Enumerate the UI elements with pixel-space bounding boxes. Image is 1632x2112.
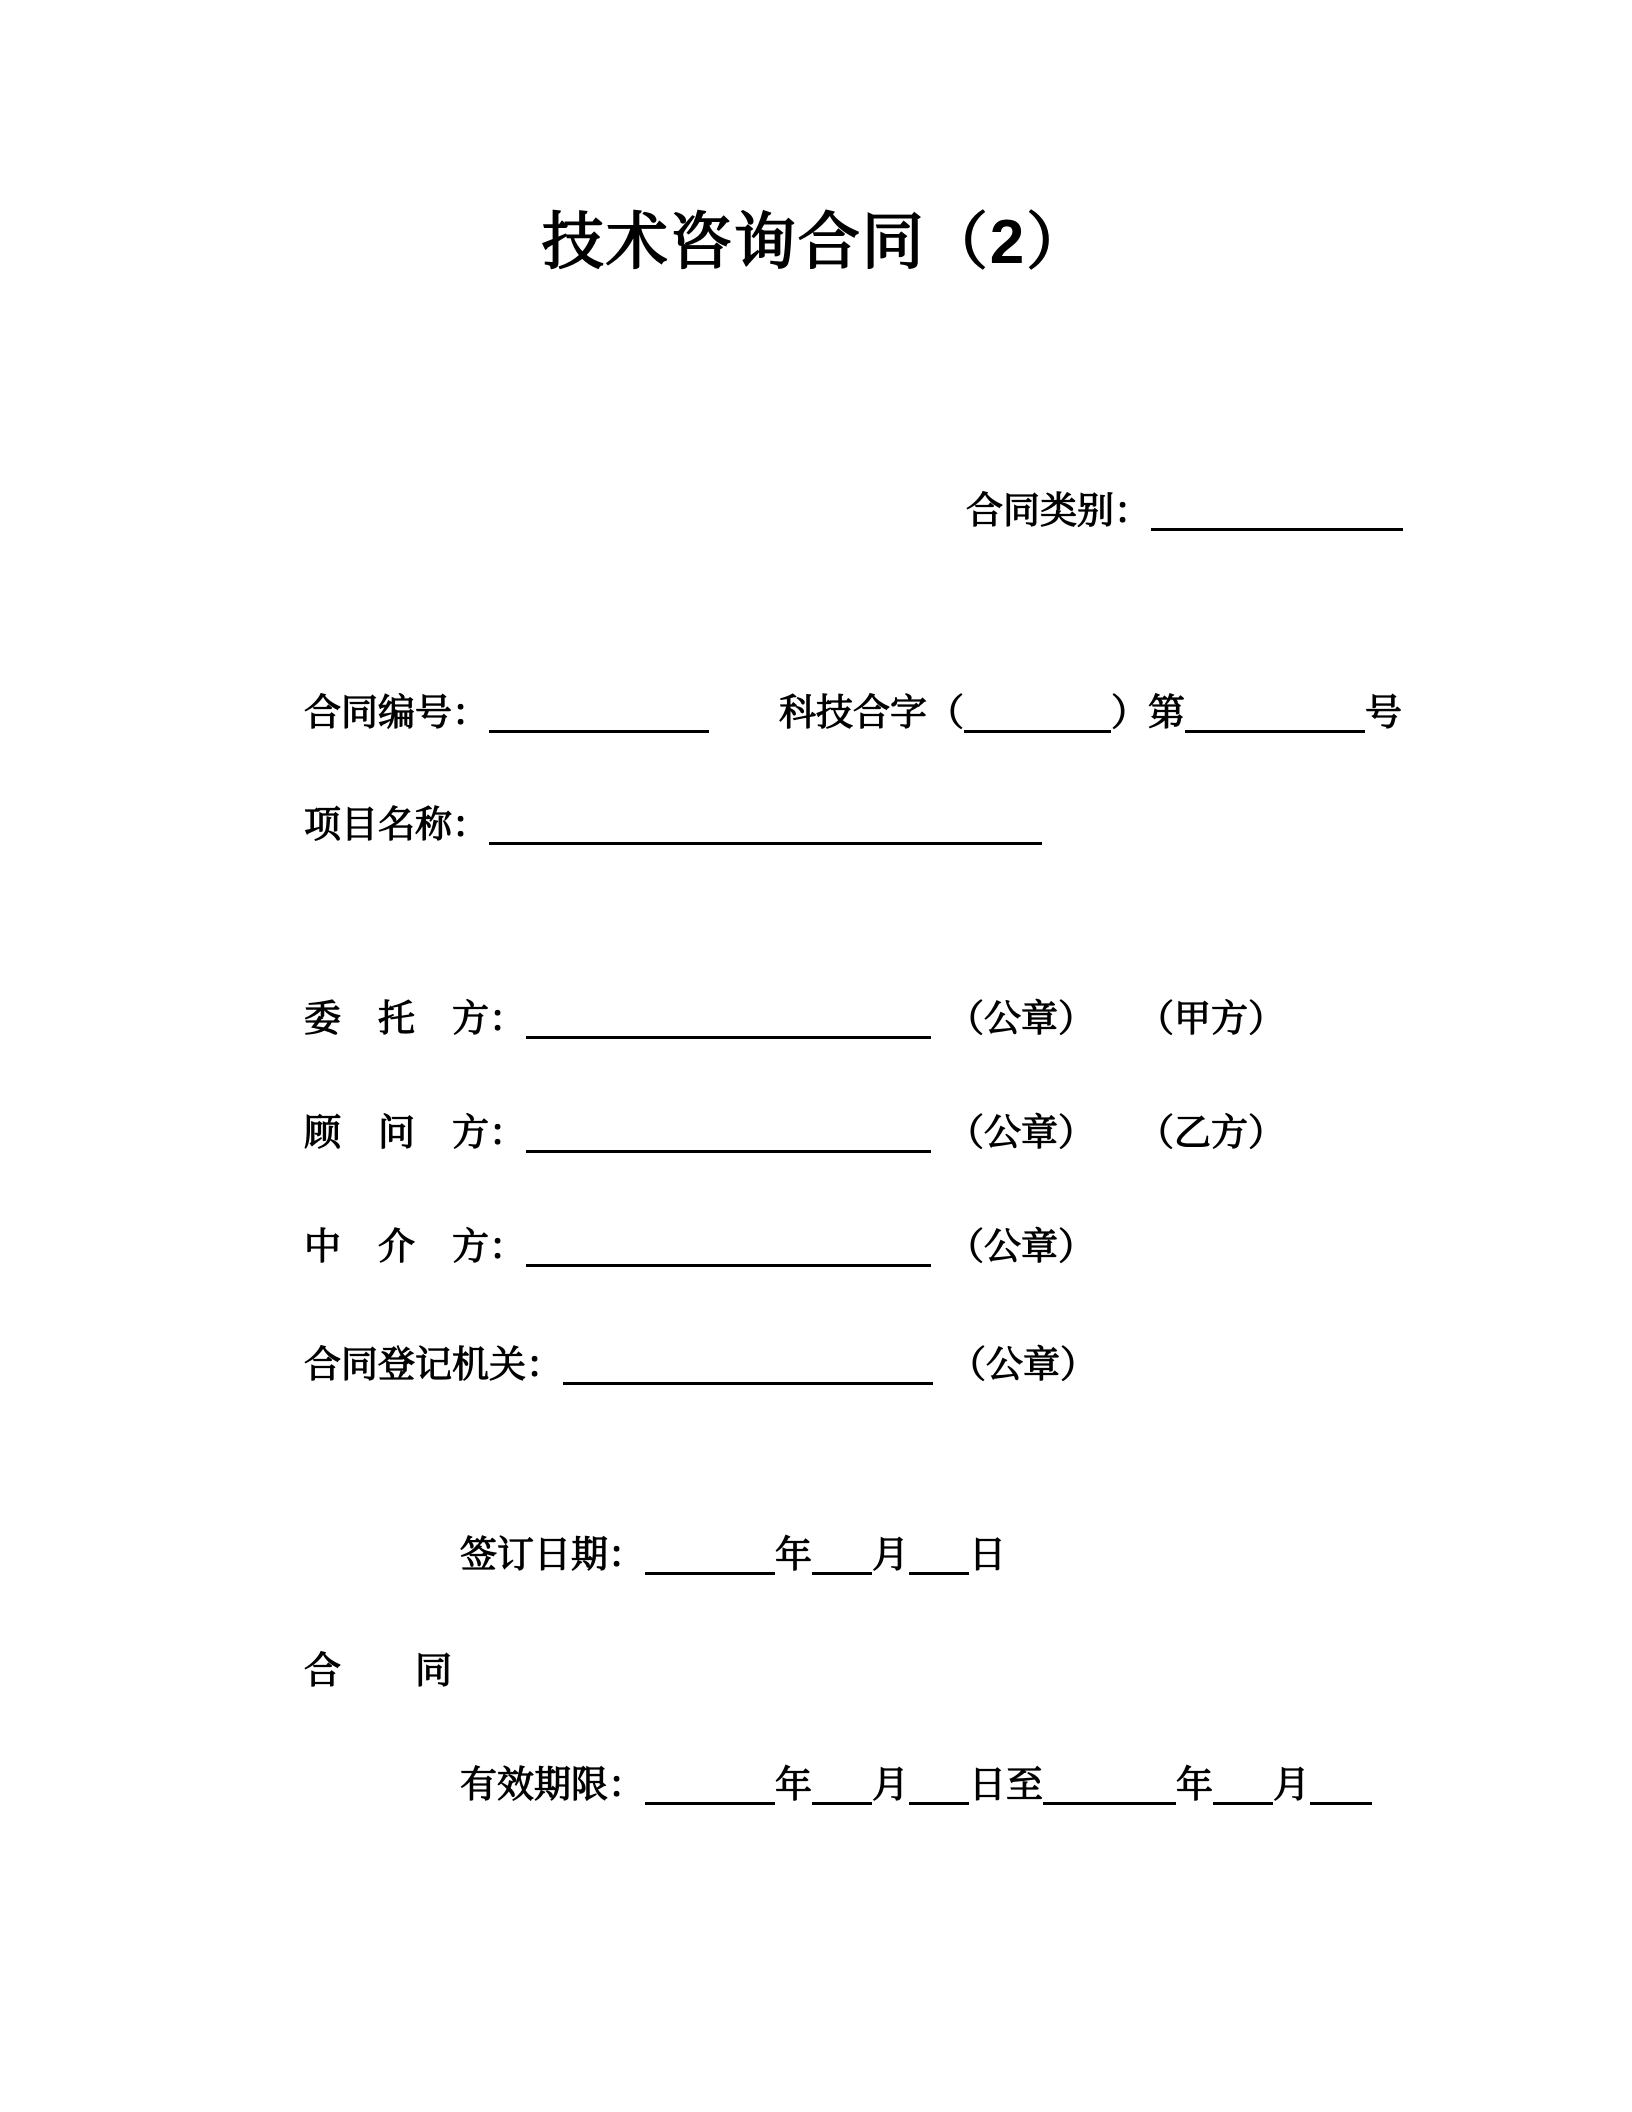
validity-month-blank — [812, 1802, 872, 1805]
document-title: 技术咨询合同（2） — [541, 208, 1091, 277]
intermediary-seal-label: （公章） — [947, 1226, 1095, 1267]
spacer — [1095, 1144, 1137, 1145]
spacer — [931, 1030, 947, 1031]
month-label: 月 — [1273, 1764, 1310, 1805]
tech-word-mid: ）第 — [1111, 692, 1185, 733]
spacer — [709, 724, 779, 725]
party-a-label: （甲方） — [1137, 998, 1285, 1039]
tech-word-prefix: 科技合字（ — [779, 692, 964, 733]
entrusting-party-row — [304, 996, 1285, 1042]
entrusting-party-label: 委 托 方： — [304, 998, 526, 1039]
project-name-label: 项目名称： — [304, 804, 489, 845]
day-label: 日 — [969, 1534, 1006, 1575]
validity-period-row — [460, 1762, 1372, 1808]
year-label: 年 — [775, 1534, 812, 1575]
advisor-seal-label: （公章） — [947, 1112, 1095, 1153]
spacer — [933, 1376, 949, 1377]
registry-seal-label: （公章） — [949, 1344, 1097, 1385]
validity-end-month-blank — [1213, 1802, 1273, 1805]
signing-date-row — [460, 1532, 1006, 1578]
entrusting-seal-label: （公章） — [947, 998, 1095, 1039]
project-name-row — [304, 802, 1042, 848]
spacer — [931, 1258, 947, 1259]
contract-number-row — [304, 690, 1402, 736]
contract-category-row — [966, 488, 1403, 534]
contract-word-label: 合 同 — [304, 1650, 452, 1691]
registry-row — [304, 1342, 1097, 1388]
spacer — [931, 1144, 947, 1145]
signing-month-blank — [812, 1572, 872, 1575]
contract-word-row — [304, 1648, 452, 1694]
tech-word-blank — [964, 730, 1111, 733]
tech-number-blank — [1185, 730, 1365, 733]
project-name-blank — [489, 842, 1042, 845]
month-label: 月 — [872, 1534, 909, 1575]
contract-number-blank — [489, 730, 709, 733]
signing-year-blank — [645, 1572, 775, 1575]
party-b-label: （乙方） — [1137, 1112, 1285, 1153]
intermediary-party-label: 中 介 方： — [304, 1226, 526, 1267]
tech-word-suffix: 号 — [1365, 692, 1402, 733]
signing-day-blank — [909, 1572, 969, 1575]
entrusting-party-blank — [526, 1036, 931, 1039]
advisor-party-blank — [526, 1150, 931, 1153]
month-label: 月 — [872, 1764, 909, 1805]
validity-year-blank — [645, 1802, 775, 1805]
advisor-party-row — [304, 1110, 1285, 1156]
validity-period-label: 有效期限： — [460, 1764, 645, 1805]
intermediary-party-blank — [526, 1264, 931, 1267]
year-label: 年 — [1176, 1764, 1213, 1805]
validity-end-day-blank — [1310, 1802, 1372, 1805]
contract-category-blank — [1151, 528, 1403, 531]
advisor-party-label: 顾 问 方： — [304, 1112, 526, 1153]
year-label: 年 — [775, 1764, 812, 1805]
spacer — [1095, 1030, 1137, 1031]
validity-day-blank — [909, 1802, 969, 1805]
registry-label: 合同登记机关： — [304, 1344, 563, 1385]
contract-category-label: 合同类别： — [966, 490, 1151, 531]
contract-number-label: 合同编号： — [304, 692, 489, 733]
validity-end-year-blank — [1043, 1802, 1176, 1805]
registry-blank — [563, 1382, 933, 1385]
day-to-label: 日至 — [969, 1764, 1043, 1805]
signing-date-label: 签订日期： — [460, 1534, 645, 1575]
intermediary-party-row — [304, 1224, 1095, 1270]
